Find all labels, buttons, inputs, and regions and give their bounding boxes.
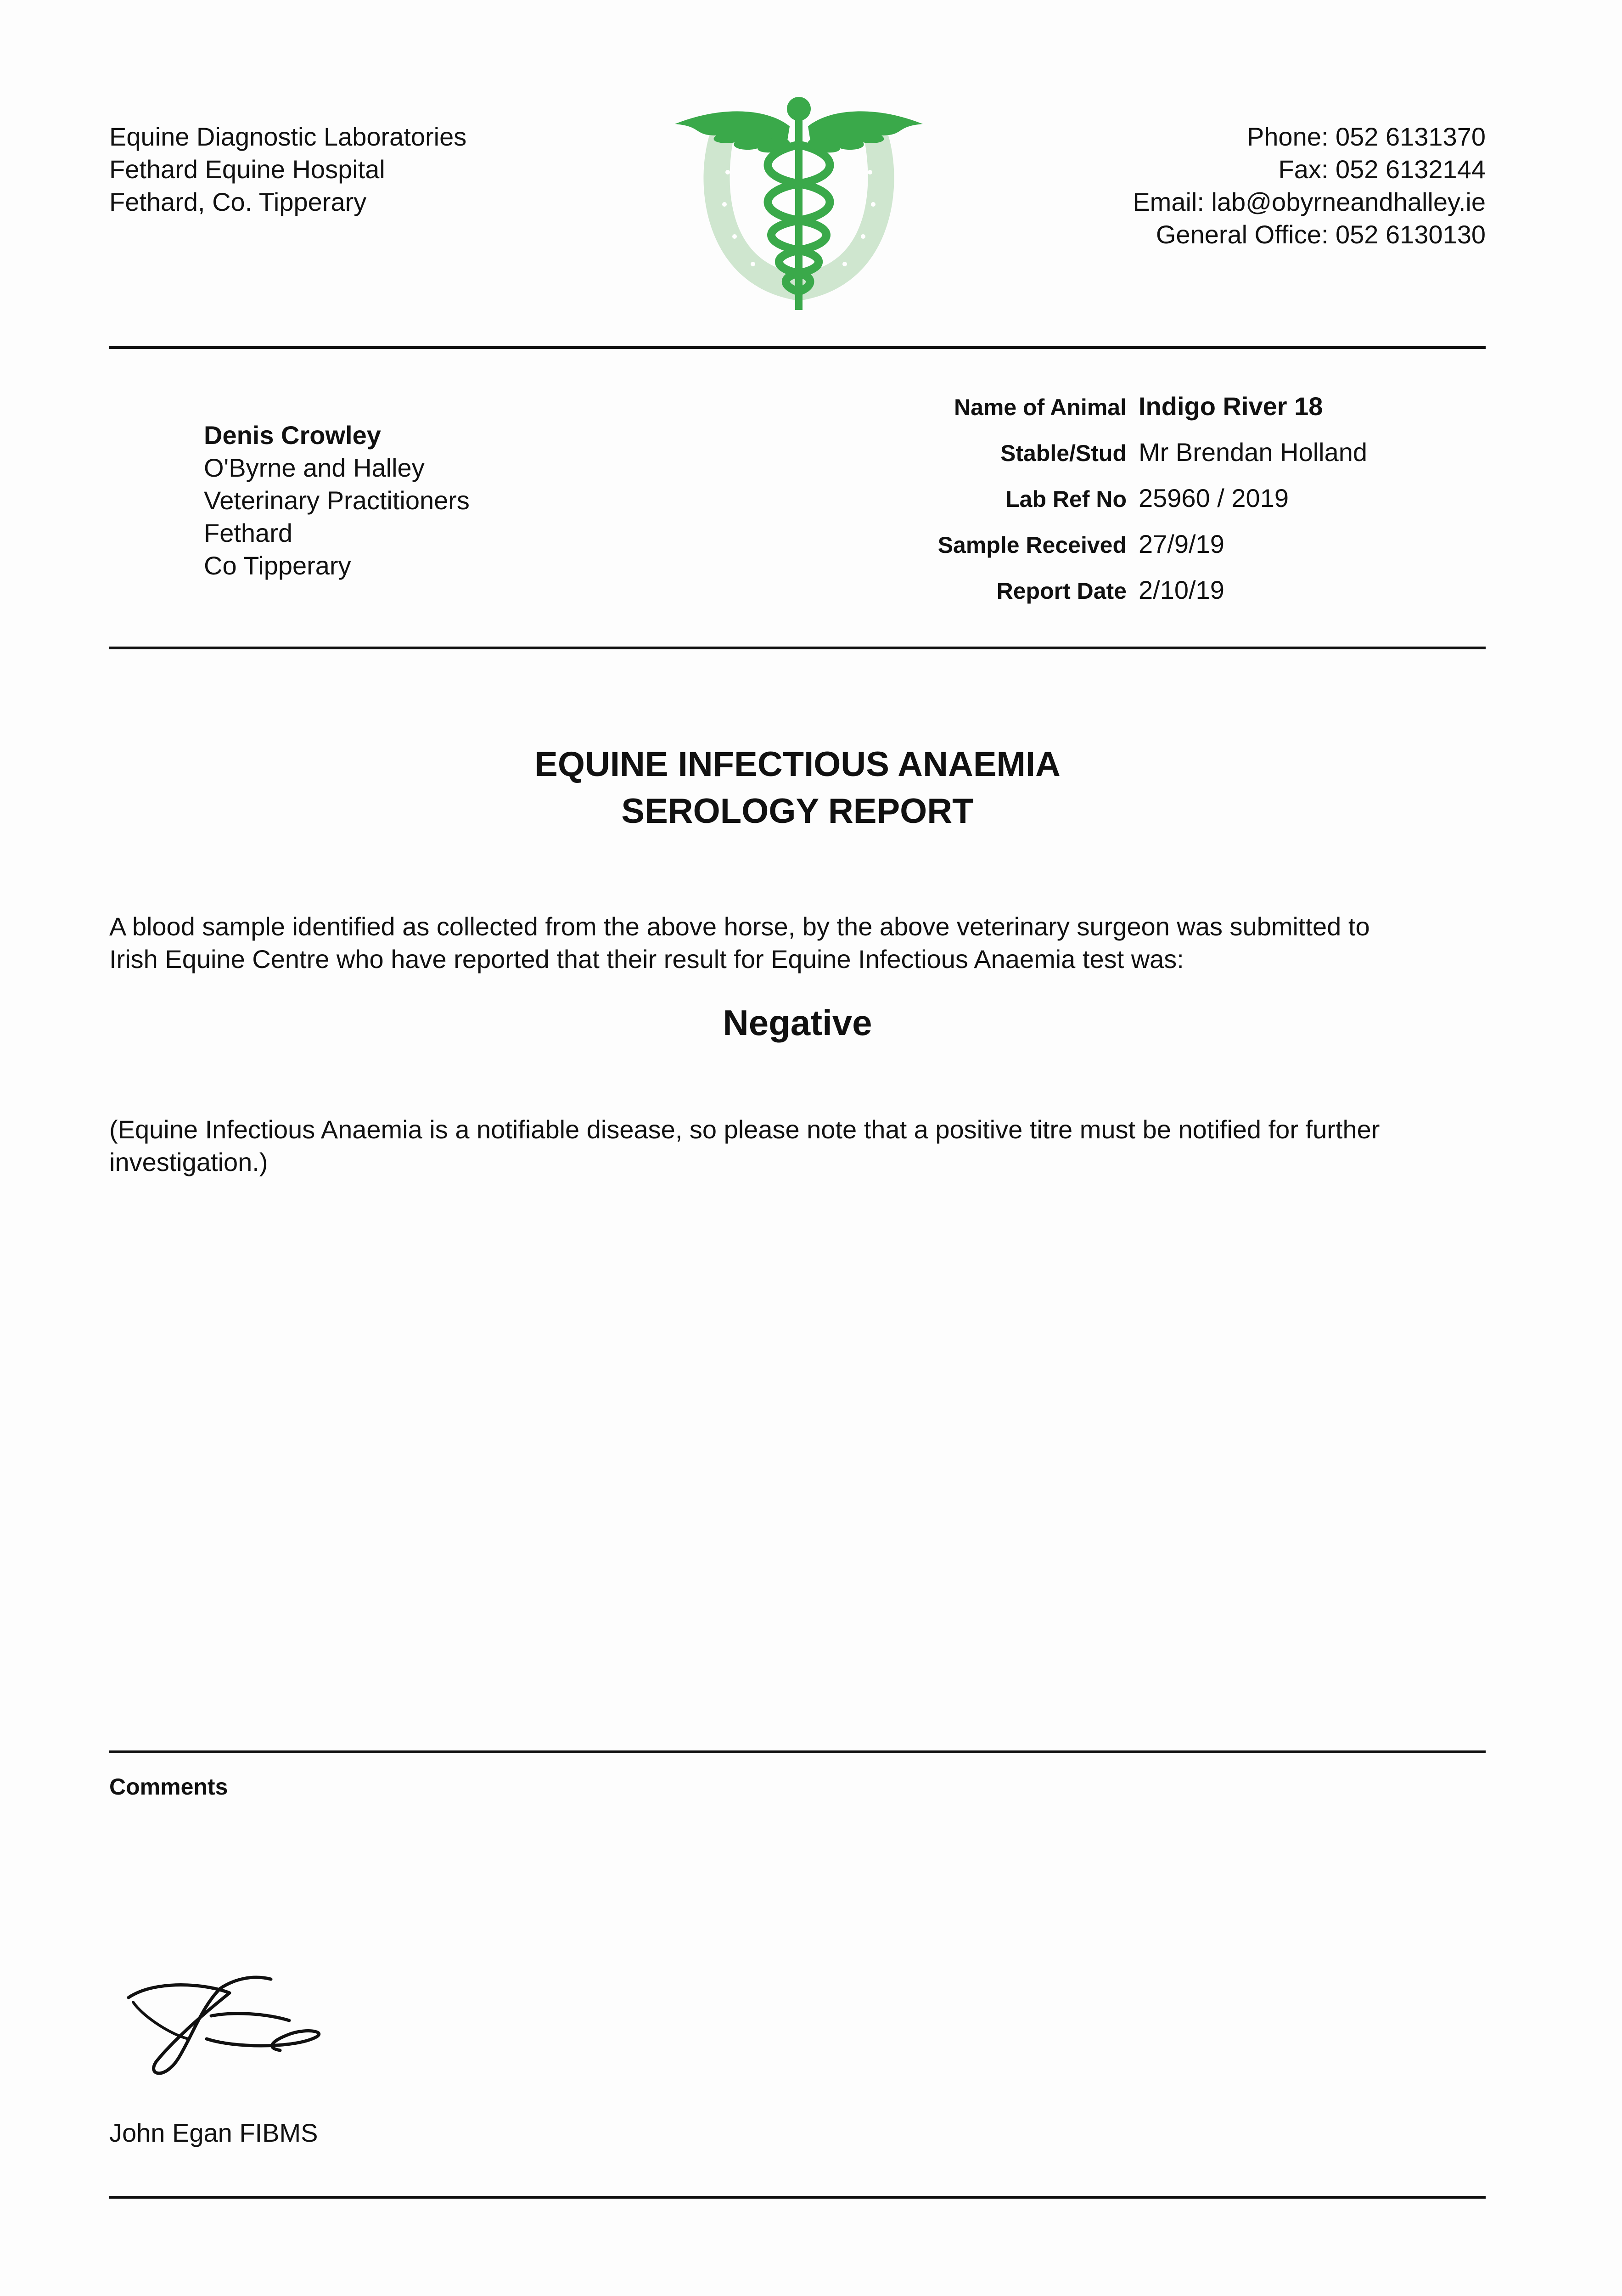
sample-details <box>780 391 1423 621</box>
intro-paragraph <box>109 910 1496 975</box>
notifiable-note <box>109 1113 1496 1178</box>
comments-label: Comments <box>109 1774 228 1800</box>
detail-row-report-date <box>780 575 1423 621</box>
recipient-name: Denis Crowley <box>204 421 381 450</box>
lab-name: Equine Diagnostic Laboratories <box>109 122 467 151</box>
note-line: (Equine Infectious Anaemia is a notifiable disease, so please note that a positive titre must be notified for further <box>109 1115 1380 1144</box>
footer-divider <box>109 2196 1486 2199</box>
detail-value: 2/10/19 <box>1139 575 1224 604</box>
detail-value: 27/9/19 <box>1139 529 1224 558</box>
intro-line: A blood sample identified as collected from the above horse, by the above veterinary surgeon was submitted to <box>109 912 1370 941</box>
fax: Fax: 052 6132144 <box>1278 155 1486 184</box>
report-title-line: EQUINE INFECTIOUS ANAEMIA <box>534 745 1061 784</box>
detail-row-lab-ref <box>780 483 1423 529</box>
report-title-line: SEROLOGY REPORT <box>621 792 974 831</box>
details-divider <box>109 647 1486 649</box>
lab-hospital: Fethard Equine Hospital <box>109 155 385 184</box>
lab-address <box>109 120 466 218</box>
detail-value: Mr Brendan Holland <box>1139 438 1368 467</box>
recipient-line: O'Byrne and Halley <box>204 453 425 482</box>
note-line: investigation.) <box>109 1148 268 1176</box>
comments-divider <box>109 1750 1486 1753</box>
caduceus-horseshoe-logo <box>666 85 932 319</box>
signatory-name: John Egan FIBMS <box>109 2118 318 2147</box>
detail-label: Name of Animal <box>954 394 1127 420</box>
general-office: General Office: 052 6130130 <box>1156 220 1486 249</box>
recipient-line: Fethard <box>204 518 292 547</box>
intro-line: Irish Equine Centre who have reported that their result for Equine Infectious Anaemia test was: <box>109 945 1184 974</box>
detail-row-sample-received <box>780 529 1423 575</box>
report-title <box>109 741 1486 835</box>
phone: Phone: 052 6131370 <box>1246 122 1486 151</box>
detail-value: 25960 / 2019 <box>1139 484 1289 512</box>
detail-label: Lab Ref No <box>1005 486 1127 512</box>
detail-value: Indigo River 18 <box>1139 392 1323 421</box>
test-result: Negative <box>723 1002 872 1043</box>
signature-icon <box>115 1970 344 2089</box>
lab-location: Fethard, Co. Tipperary <box>109 187 367 216</box>
header-divider <box>109 346 1486 349</box>
detail-label: Sample Received <box>937 532 1127 558</box>
detail-row-stable <box>780 437 1423 483</box>
contact-info <box>1133 120 1486 251</box>
detail-label: Report Date <box>996 578 1127 604</box>
detail-row-animal <box>780 391 1423 437</box>
recipient-line: Co Tipperary <box>204 551 351 580</box>
email: Email: lab@obyrneandhalley.ie <box>1133 187 1486 216</box>
detail-label: Stable/Stud <box>1000 440 1127 466</box>
recipient-line: Veterinary Practitioners <box>204 486 470 515</box>
recipient-address <box>204 419 470 582</box>
